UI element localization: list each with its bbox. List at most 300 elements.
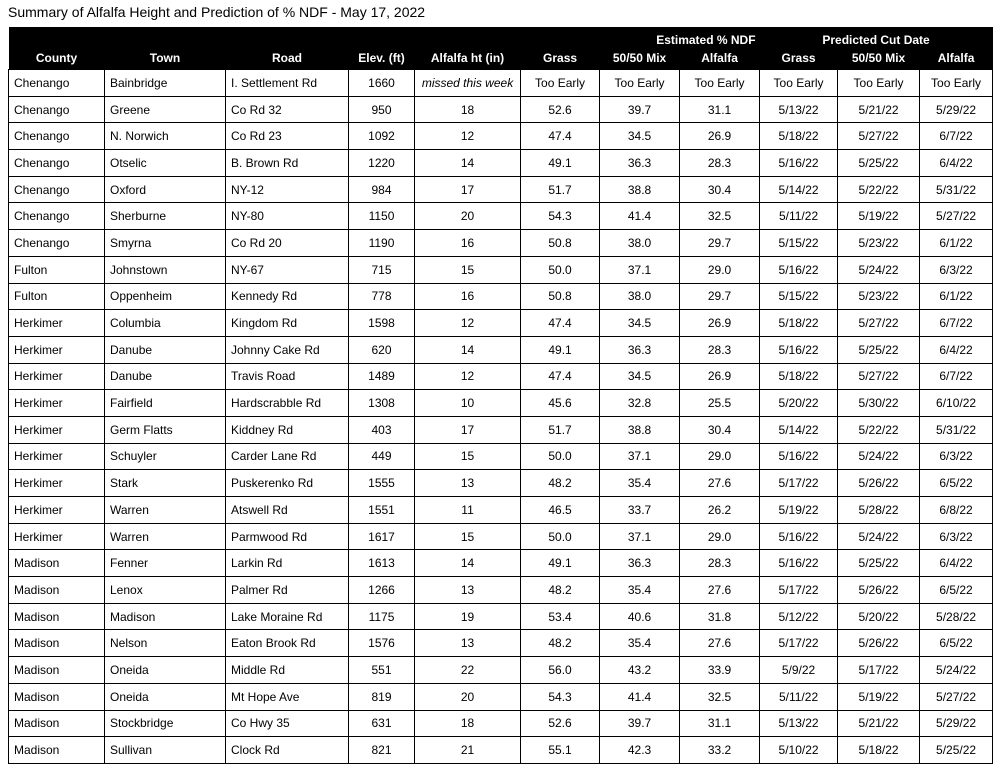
cell-elevation: 1617 bbox=[349, 523, 415, 550]
cell-elevation: 1576 bbox=[349, 630, 415, 657]
cell-county: Herkimer bbox=[9, 310, 105, 337]
cell-cut-grass: 5/19/22 bbox=[760, 497, 838, 524]
cell-ndf-grass: 50.0 bbox=[521, 256, 600, 283]
column-header-ndf-mix: 50/50 Mix bbox=[600, 47, 680, 70]
cell-ndf-grass: 47.4 bbox=[521, 363, 600, 390]
cell-town: Fenner bbox=[105, 550, 226, 577]
cell-ndf-mix: 37.1 bbox=[600, 523, 680, 550]
cell-ndf-grass: 50.0 bbox=[521, 443, 600, 470]
cell-alfalfa-height: 15 bbox=[415, 523, 521, 550]
cell-cut-grass: 5/13/22 bbox=[760, 96, 838, 123]
column-header-cut-grass: Grass bbox=[760, 47, 838, 70]
cell-cut-alfalfa: 6/7/22 bbox=[920, 310, 993, 337]
cell-cut-alfalfa: 5/31/22 bbox=[920, 416, 993, 443]
cell-elevation: 1613 bbox=[349, 550, 415, 577]
cell-ndf-alfalfa: 33.2 bbox=[680, 737, 760, 764]
cell-ndf-alfalfa: 32.5 bbox=[680, 203, 760, 230]
cell-cut-alfalfa: 5/25/22 bbox=[920, 737, 993, 764]
cell-town: Lenox bbox=[105, 577, 226, 604]
cell-ndf-mix: 38.0 bbox=[600, 230, 680, 257]
cell-cut-mix: 5/24/22 bbox=[838, 523, 920, 550]
cell-town: Columbia bbox=[105, 310, 226, 337]
cell-county: Herkimer bbox=[9, 390, 105, 417]
table-row bbox=[9, 630, 993, 657]
cell-alfalfa-height: 20 bbox=[415, 203, 521, 230]
cell-county: Herkimer bbox=[9, 363, 105, 390]
cell-county: Madison bbox=[9, 710, 105, 737]
cell-town: Bainbridge bbox=[105, 70, 226, 97]
cell-cut-grass: 5/18/22 bbox=[760, 363, 838, 390]
cell-ndf-alfalfa: 29.0 bbox=[680, 443, 760, 470]
cell-ndf-alfalfa: 31.1 bbox=[680, 96, 760, 123]
cell-alfalfa-height: 20 bbox=[415, 683, 521, 710]
cell-elevation: 403 bbox=[349, 416, 415, 443]
cell-town: Johnstown bbox=[105, 256, 226, 283]
cell-elevation: 551 bbox=[349, 657, 415, 684]
cell-cut-grass: 5/18/22 bbox=[760, 123, 838, 150]
cell-ndf-grass: 50.0 bbox=[521, 523, 600, 550]
cell-ndf-grass: 52.6 bbox=[521, 710, 600, 737]
cell-cut-mix: 5/26/22 bbox=[838, 470, 920, 497]
cell-alfalfa-height: 13 bbox=[415, 577, 521, 604]
cell-ndf-grass: 51.7 bbox=[521, 176, 600, 203]
cell-cut-alfalfa: 6/7/22 bbox=[920, 123, 993, 150]
cell-county: Herkimer bbox=[9, 416, 105, 443]
cell-cut-mix: 5/18/22 bbox=[838, 737, 920, 764]
cell-alfalfa-height: 18 bbox=[415, 96, 521, 123]
cell-cut-mix: 5/25/22 bbox=[838, 336, 920, 363]
cell-ndf-mix: 42.3 bbox=[600, 737, 680, 764]
cell-ndf-alfalfa: 26.9 bbox=[680, 123, 760, 150]
cell-town: Greene bbox=[105, 96, 226, 123]
cell-elevation: 1660 bbox=[349, 70, 415, 97]
table-row bbox=[9, 577, 993, 604]
cell-cut-alfalfa: 6/4/22 bbox=[920, 150, 993, 177]
cell-ndf-grass: 51.7 bbox=[521, 416, 600, 443]
cell-ndf-grass: 54.3 bbox=[521, 203, 600, 230]
cell-town: Sherburne bbox=[105, 203, 226, 230]
column-header-ndf-grass: Grass bbox=[521, 47, 600, 70]
cell-ndf-mix: 37.1 bbox=[600, 256, 680, 283]
cell-ndf-grass: 53.4 bbox=[521, 603, 600, 630]
cell-cut-alfalfa: 6/3/22 bbox=[920, 256, 993, 283]
cell-county: Madison bbox=[9, 657, 105, 684]
cell-ndf-grass: 56.0 bbox=[521, 657, 600, 684]
cell-road: Eaton Brook Rd bbox=[226, 630, 349, 657]
cell-elevation: 631 bbox=[349, 710, 415, 737]
cell-ndf-mix: 38.0 bbox=[600, 283, 680, 310]
cell-ndf-mix: 36.3 bbox=[600, 550, 680, 577]
cell-elevation: 1308 bbox=[349, 390, 415, 417]
group-header-blank bbox=[9, 27, 521, 47]
cell-alfalfa-height: 14 bbox=[415, 550, 521, 577]
cell-cut-mix: 5/23/22 bbox=[838, 283, 920, 310]
cell-town: Stockbridge bbox=[105, 710, 226, 737]
cell-town: Stark bbox=[105, 470, 226, 497]
cell-cut-alfalfa: 5/27/22 bbox=[920, 683, 993, 710]
cell-ndf-grass: 50.8 bbox=[521, 230, 600, 257]
column-header-elevation: Elev. (ft) bbox=[349, 47, 415, 70]
column-header-cut-alfalfa: Alfalfa bbox=[920, 47, 993, 70]
cell-cut-grass: 5/17/22 bbox=[760, 577, 838, 604]
cell-town: Nelson bbox=[105, 630, 226, 657]
table-row bbox=[9, 683, 993, 710]
cell-ndf-mix: 35.4 bbox=[600, 630, 680, 657]
cell-road: Co Rd 23 bbox=[226, 123, 349, 150]
cell-cut-alfalfa: 5/24/22 bbox=[920, 657, 993, 684]
cell-town: Danube bbox=[105, 363, 226, 390]
table-row bbox=[9, 150, 993, 177]
cell-alfalfa-height: 18 bbox=[415, 710, 521, 737]
cell-town: Fairfield bbox=[105, 390, 226, 417]
cell-cut-alfalfa: 6/1/22 bbox=[920, 283, 993, 310]
cell-road: Parmwood Rd bbox=[226, 523, 349, 550]
cell-ndf-alfalfa: 29.0 bbox=[680, 256, 760, 283]
cell-elevation: 449 bbox=[349, 443, 415, 470]
cell-cut-grass: 5/18/22 bbox=[760, 310, 838, 337]
cell-cut-alfalfa: 6/5/22 bbox=[920, 577, 993, 604]
cell-cut-grass: Too Early bbox=[760, 70, 838, 97]
cell-ndf-alfalfa: 31.8 bbox=[680, 603, 760, 630]
cell-county: Madison bbox=[9, 577, 105, 604]
cell-ndf-mix: 35.4 bbox=[600, 470, 680, 497]
cell-ndf-grass: 48.2 bbox=[521, 470, 600, 497]
table-row bbox=[9, 737, 993, 764]
cell-cut-grass: 5/12/22 bbox=[760, 603, 838, 630]
table-row bbox=[9, 657, 993, 684]
cell-ndf-grass: 52.6 bbox=[521, 96, 600, 123]
cell-town: Smyrna bbox=[105, 230, 226, 257]
cell-cut-grass: 5/16/22 bbox=[760, 523, 838, 550]
cell-ndf-grass: 54.3 bbox=[521, 683, 600, 710]
cell-ndf-grass: 50.8 bbox=[521, 283, 600, 310]
cell-cut-alfalfa: 5/27/22 bbox=[920, 203, 993, 230]
column-header-town: Town bbox=[105, 47, 226, 70]
cell-cut-alfalfa: 5/29/22 bbox=[920, 710, 993, 737]
cell-alfalfa-height: 10 bbox=[415, 390, 521, 417]
table-row bbox=[9, 310, 993, 337]
cell-county: Fulton bbox=[9, 256, 105, 283]
cell-cut-grass: 5/11/22 bbox=[760, 683, 838, 710]
cell-ndf-grass: 49.1 bbox=[521, 550, 600, 577]
cell-ndf-alfalfa: 28.3 bbox=[680, 150, 760, 177]
cell-ndf-mix: Too Early bbox=[600, 70, 680, 97]
column-header-cut-mix: 50/50 Mix bbox=[838, 47, 920, 70]
cell-cut-grass: 5/13/22 bbox=[760, 710, 838, 737]
cell-town: Danube bbox=[105, 336, 226, 363]
cell-cut-alfalfa: 6/10/22 bbox=[920, 390, 993, 417]
cell-alfalfa-height: 12 bbox=[415, 310, 521, 337]
column-header-ndf-alfalfa: Alfalfa bbox=[680, 47, 760, 70]
cell-road: Travis Road bbox=[226, 363, 349, 390]
cell-ndf-mix: 41.4 bbox=[600, 203, 680, 230]
cell-county: Herkimer bbox=[9, 470, 105, 497]
cell-elevation: 984 bbox=[349, 176, 415, 203]
cell-elevation: 1175 bbox=[349, 603, 415, 630]
cell-county: Chenango bbox=[9, 70, 105, 97]
cell-elevation: 1150 bbox=[349, 203, 415, 230]
cell-alfalfa-height: 21 bbox=[415, 737, 521, 764]
column-header-row bbox=[9, 47, 993, 70]
cell-ndf-alfalfa: 32.5 bbox=[680, 683, 760, 710]
cell-ndf-mix: 39.7 bbox=[600, 710, 680, 737]
cell-ndf-grass: 48.2 bbox=[521, 577, 600, 604]
page-title: Summary of Alfalfa Height and Prediction of % NDF - May 17, 2022 bbox=[8, 4, 426, 20]
cell-town: N. Norwich bbox=[105, 123, 226, 150]
cell-cut-grass: 5/16/22 bbox=[760, 550, 838, 577]
cell-ndf-grass: 45.6 bbox=[521, 390, 600, 417]
cell-cut-alfalfa: 6/4/22 bbox=[920, 550, 993, 577]
cell-ndf-mix: 34.5 bbox=[600, 310, 680, 337]
group-header-row bbox=[9, 27, 993, 47]
cell-ndf-grass: 49.1 bbox=[521, 336, 600, 363]
cell-road: Co Rd 32 bbox=[226, 96, 349, 123]
table-row bbox=[9, 256, 993, 283]
cell-road: Clock Rd bbox=[226, 737, 349, 764]
cell-cut-alfalfa: 6/7/22 bbox=[920, 363, 993, 390]
cell-ndf-alfalfa: 27.6 bbox=[680, 470, 760, 497]
cell-cut-mix: 5/22/22 bbox=[838, 176, 920, 203]
cell-cut-grass: 5/14/22 bbox=[760, 416, 838, 443]
cell-cut-grass: 5/16/22 bbox=[760, 150, 838, 177]
cell-county: Chenango bbox=[9, 203, 105, 230]
cell-town: Germ Flatts bbox=[105, 416, 226, 443]
alfalfa-summary-table bbox=[8, 27, 993, 764]
cell-ndf-mix: 41.4 bbox=[600, 683, 680, 710]
cell-elevation: 1551 bbox=[349, 497, 415, 524]
cell-elevation: 819 bbox=[349, 683, 415, 710]
cell-county: Herkimer bbox=[9, 336, 105, 363]
cell-cut-mix: 5/26/22 bbox=[838, 577, 920, 604]
cell-alfalfa-height: 12 bbox=[415, 123, 521, 150]
table-row bbox=[9, 710, 993, 737]
table-row bbox=[9, 497, 993, 524]
cell-town: Otselic bbox=[105, 150, 226, 177]
cell-road: Co Rd 20 bbox=[226, 230, 349, 257]
cell-ndf-grass: 55.1 bbox=[521, 737, 600, 764]
cell-cut-alfalfa: 5/28/22 bbox=[920, 603, 993, 630]
cell-cut-mix: Too Early bbox=[838, 70, 920, 97]
cell-ndf-alfalfa: 33.9 bbox=[680, 657, 760, 684]
cell-cut-grass: 5/20/22 bbox=[760, 390, 838, 417]
cell-cut-grass: 5/15/22 bbox=[760, 230, 838, 257]
cell-road: Palmer Rd bbox=[226, 577, 349, 604]
table-row bbox=[9, 363, 993, 390]
cell-ndf-alfalfa: 27.6 bbox=[680, 630, 760, 657]
column-header-road: Road bbox=[226, 47, 349, 70]
cell-county: Madison bbox=[9, 683, 105, 710]
cell-cut-mix: 5/21/22 bbox=[838, 710, 920, 737]
cell-ndf-grass: 47.4 bbox=[521, 123, 600, 150]
cell-town: Oxford bbox=[105, 176, 226, 203]
cell-county: Chenango bbox=[9, 96, 105, 123]
cell-county: Madison bbox=[9, 603, 105, 630]
cell-alfalfa-height: 12 bbox=[415, 363, 521, 390]
table-row bbox=[9, 123, 993, 150]
cell-road: Hardscrabble Rd bbox=[226, 390, 349, 417]
table-row bbox=[9, 603, 993, 630]
table-row bbox=[9, 203, 993, 230]
cell-cut-mix: 5/22/22 bbox=[838, 416, 920, 443]
cell-road: Mt Hope Ave bbox=[226, 683, 349, 710]
cell-road: Kingdom Rd bbox=[226, 310, 349, 337]
cell-road: Kennedy Rd bbox=[226, 283, 349, 310]
cell-road: Larkin Rd bbox=[226, 550, 349, 577]
cell-cut-grass: 5/9/22 bbox=[760, 657, 838, 684]
cell-ndf-mix: 37.1 bbox=[600, 443, 680, 470]
cell-ndf-alfalfa: 28.3 bbox=[680, 336, 760, 363]
cell-town: Oneida bbox=[105, 657, 226, 684]
cell-ndf-mix: 38.8 bbox=[600, 176, 680, 203]
cell-road: Puskerenko Rd bbox=[226, 470, 349, 497]
cell-road: Co Hwy 35 bbox=[226, 710, 349, 737]
table-row bbox=[9, 283, 993, 310]
cell-county: Chenango bbox=[9, 123, 105, 150]
cell-ndf-grass: Too Early bbox=[521, 70, 600, 97]
cell-cut-mix: 5/25/22 bbox=[838, 550, 920, 577]
table-row bbox=[9, 96, 993, 123]
cell-county: Fulton bbox=[9, 283, 105, 310]
table-row bbox=[9, 176, 993, 203]
table-row bbox=[9, 523, 993, 550]
cell-alfalfa-height: 17 bbox=[415, 176, 521, 203]
cell-cut-alfalfa: 6/5/22 bbox=[920, 470, 993, 497]
cell-cut-mix: 5/27/22 bbox=[838, 363, 920, 390]
cell-cut-grass: 5/16/22 bbox=[760, 256, 838, 283]
cell-elevation: 950 bbox=[349, 96, 415, 123]
cell-ndf-alfalfa: 26.9 bbox=[680, 363, 760, 390]
cell-elevation: 778 bbox=[349, 283, 415, 310]
cell-cut-mix: 5/19/22 bbox=[838, 683, 920, 710]
cell-ndf-grass: 46.5 bbox=[521, 497, 600, 524]
cell-cut-mix: 5/28/22 bbox=[838, 497, 920, 524]
table-row bbox=[9, 550, 993, 577]
cell-ndf-alfalfa: 29.0 bbox=[680, 523, 760, 550]
cell-ndf-mix: 34.5 bbox=[600, 123, 680, 150]
cell-county: Chenango bbox=[9, 176, 105, 203]
cell-elevation: 715 bbox=[349, 256, 415, 283]
cell-elevation: 1092 bbox=[349, 123, 415, 150]
cell-cut-alfalfa: 6/3/22 bbox=[920, 523, 993, 550]
table-row bbox=[9, 390, 993, 417]
cell-county: Madison bbox=[9, 630, 105, 657]
cell-ndf-grass: 48.2 bbox=[521, 630, 600, 657]
cell-cut-mix: 5/17/22 bbox=[838, 657, 920, 684]
cell-town: Warren bbox=[105, 523, 226, 550]
cell-road: B. Brown Rd bbox=[226, 150, 349, 177]
cell-alfalfa-height: 22 bbox=[415, 657, 521, 684]
cell-ndf-alfalfa: 29.7 bbox=[680, 283, 760, 310]
cell-county: Madison bbox=[9, 737, 105, 764]
cell-cut-grass: 5/17/22 bbox=[760, 630, 838, 657]
cell-alfalfa-height: 17 bbox=[415, 416, 521, 443]
cell-ndf-alfalfa: 26.2 bbox=[680, 497, 760, 524]
cell-ndf-mix: 32.8 bbox=[600, 390, 680, 417]
cell-cut-mix: 5/23/22 bbox=[838, 230, 920, 257]
cell-cut-mix: 5/25/22 bbox=[838, 150, 920, 177]
cell-road: Lake Moraine Rd bbox=[226, 603, 349, 630]
cell-ndf-grass: 47.4 bbox=[521, 310, 600, 337]
cell-county: Herkimer bbox=[9, 523, 105, 550]
cell-cut-mix: 5/21/22 bbox=[838, 96, 920, 123]
cell-alfalfa-height: 14 bbox=[415, 150, 521, 177]
group-header-predicted-cut-date: Predicted Cut Date bbox=[760, 27, 993, 47]
cell-cut-grass: 5/15/22 bbox=[760, 283, 838, 310]
cell-town: Oppenheim bbox=[105, 283, 226, 310]
cell-road: Atswell Rd bbox=[226, 497, 349, 524]
cell-cut-grass: 5/17/22 bbox=[760, 470, 838, 497]
cell-ndf-alfalfa: 29.7 bbox=[680, 230, 760, 257]
cell-ndf-mix: 38.8 bbox=[600, 416, 680, 443]
cell-county: Chenango bbox=[9, 230, 105, 257]
cell-road: Johnny Cake Rd bbox=[226, 336, 349, 363]
cell-ndf-mix: 39.7 bbox=[600, 96, 680, 123]
cell-alfalfa-height: 15 bbox=[415, 443, 521, 470]
cell-cut-alfalfa: 5/29/22 bbox=[920, 96, 993, 123]
cell-town: Oneida bbox=[105, 683, 226, 710]
cell-cut-grass: 5/16/22 bbox=[760, 443, 838, 470]
cell-elevation: 1220 bbox=[349, 150, 415, 177]
cell-alfalfa-height: 11 bbox=[415, 497, 521, 524]
cell-cut-alfalfa: 6/1/22 bbox=[920, 230, 993, 257]
cell-county: Herkimer bbox=[9, 497, 105, 524]
cell-ndf-alfalfa: Too Early bbox=[680, 70, 760, 97]
cell-town: Schuyler bbox=[105, 443, 226, 470]
cell-alfalfa-height: 13 bbox=[415, 470, 521, 497]
cell-road: Middle Rd bbox=[226, 657, 349, 684]
cell-cut-alfalfa: 6/5/22 bbox=[920, 630, 993, 657]
cell-county: Madison bbox=[9, 550, 105, 577]
cell-alfalfa-height: 13 bbox=[415, 630, 521, 657]
cell-ndf-mix: 36.3 bbox=[600, 336, 680, 363]
cell-elevation: 620 bbox=[349, 336, 415, 363]
cell-cut-alfalfa: 6/3/22 bbox=[920, 443, 993, 470]
cell-elevation: 1489 bbox=[349, 363, 415, 390]
cell-town: Madison bbox=[105, 603, 226, 630]
cell-elevation: 821 bbox=[349, 737, 415, 764]
cell-ndf-alfalfa: 26.9 bbox=[680, 310, 760, 337]
table-body bbox=[9, 70, 993, 764]
cell-ndf-mix: 35.4 bbox=[600, 577, 680, 604]
cell-ndf-alfalfa: 27.6 bbox=[680, 577, 760, 604]
cell-cut-mix: 5/27/22 bbox=[838, 123, 920, 150]
cell-cut-mix: 5/27/22 bbox=[838, 310, 920, 337]
cell-county: Herkimer bbox=[9, 443, 105, 470]
cell-cut-grass: 5/16/22 bbox=[760, 336, 838, 363]
cell-cut-alfalfa: Too Early bbox=[920, 70, 993, 97]
cell-road: NY-67 bbox=[226, 256, 349, 283]
cell-cut-alfalfa: 6/4/22 bbox=[920, 336, 993, 363]
cell-ndf-mix: 40.6 bbox=[600, 603, 680, 630]
cell-elevation: 1266 bbox=[349, 577, 415, 604]
cell-town: Sullivan bbox=[105, 737, 226, 764]
table-row bbox=[9, 336, 993, 363]
cell-ndf-grass: 49.1 bbox=[521, 150, 600, 177]
cell-alfalfa-height: 14 bbox=[415, 336, 521, 363]
table-row bbox=[9, 70, 993, 97]
cell-cut-alfalfa: 6/8/22 bbox=[920, 497, 993, 524]
cell-elevation: 1190 bbox=[349, 230, 415, 257]
cell-ndf-alfalfa: 25.5 bbox=[680, 390, 760, 417]
cell-alfalfa-height: 16 bbox=[415, 283, 521, 310]
cell-elevation: 1555 bbox=[349, 470, 415, 497]
table-row bbox=[9, 416, 993, 443]
cell-cut-mix: 5/30/22 bbox=[838, 390, 920, 417]
table-row bbox=[9, 230, 993, 257]
cell-road: NY-80 bbox=[226, 203, 349, 230]
cell-ndf-alfalfa: 28.3 bbox=[680, 550, 760, 577]
cell-alfalfa-height: 15 bbox=[415, 256, 521, 283]
